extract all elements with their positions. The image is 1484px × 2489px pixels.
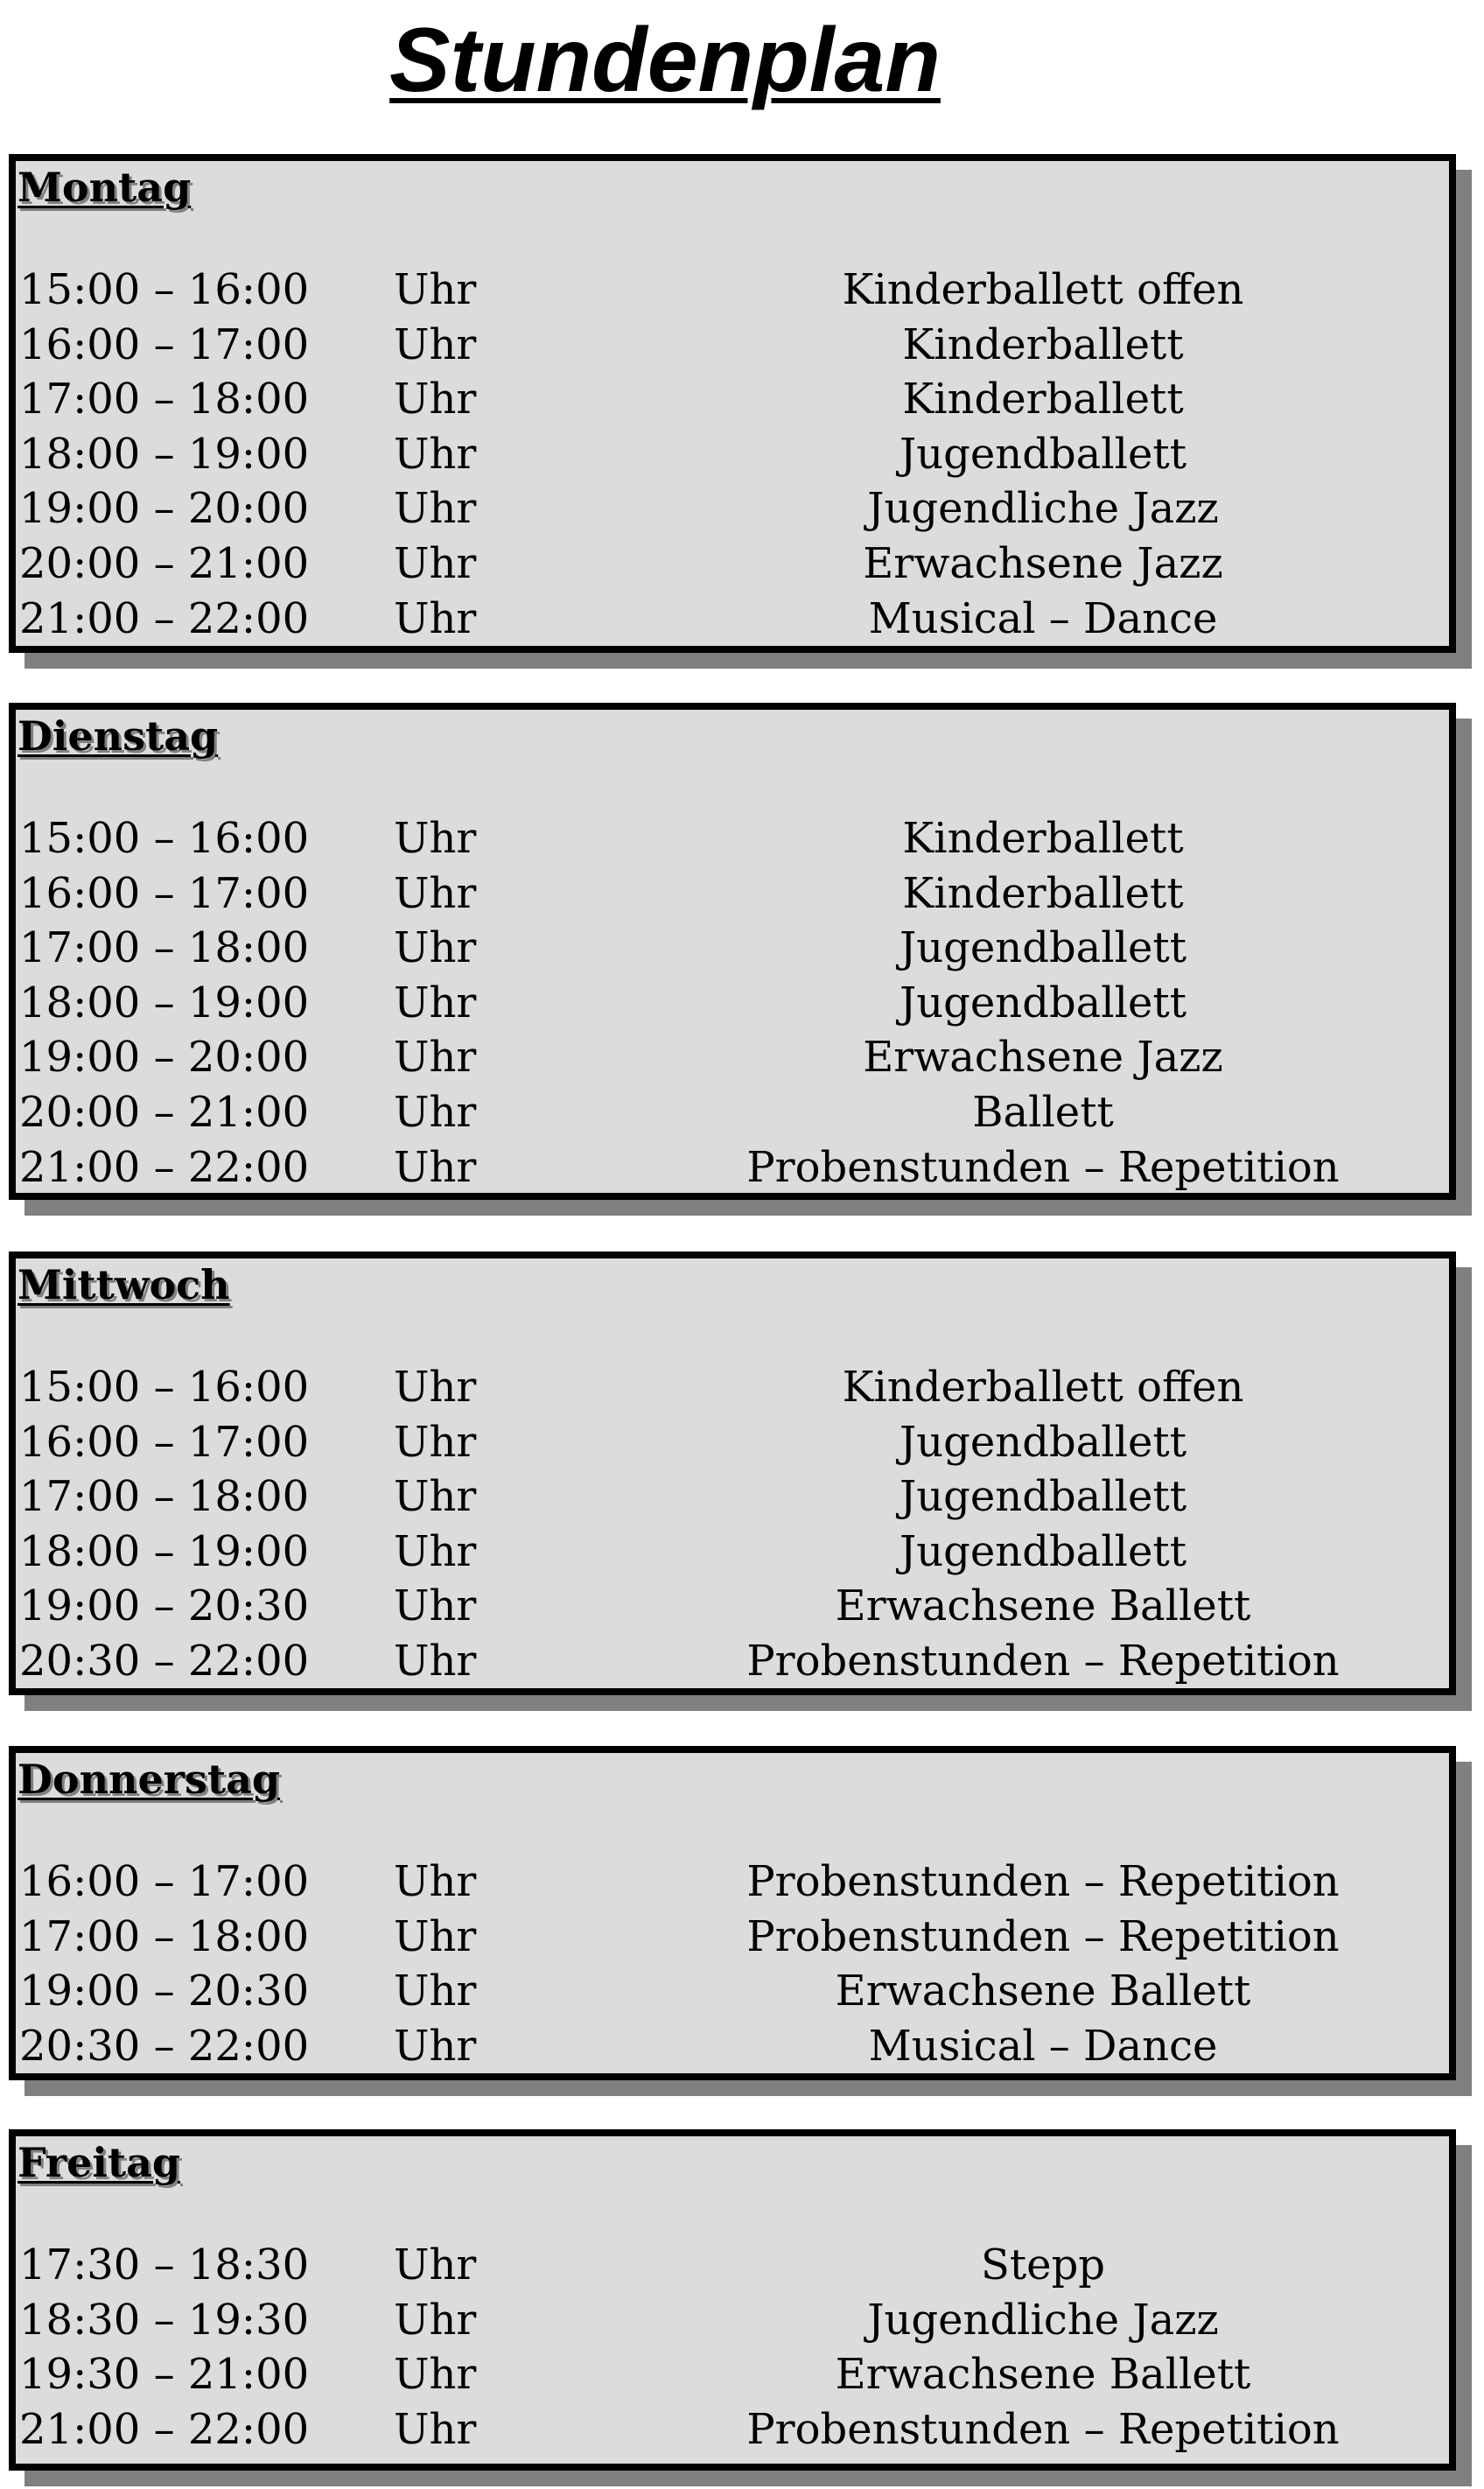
time-unit: Uhr — [394, 1967, 477, 2016]
course-name: Jugendliche Jazz — [867, 484, 1219, 534]
course-name: Jugendliche Jazz — [867, 2295, 1219, 2345]
course-name: Musical – Dance — [868, 2021, 1218, 2071]
day-box — [9, 154, 1456, 653]
schedule-row — [16, 2347, 1449, 2401]
course-name: Ballett — [972, 1088, 1114, 1137]
time-range: 20:30 – 22:00 — [19, 1637, 310, 1686]
time-range: 16:00 – 17:00 — [19, 868, 310, 918]
schedule-row — [16, 1910, 1449, 1964]
time-range: 18:30 – 19:30 — [19, 2295, 310, 2345]
time-range: 20:30 – 22:00 — [19, 2021, 310, 2071]
schedule-row — [16, 866, 1449, 921]
time-unit: Uhr — [394, 978, 477, 1027]
schedule-row — [16, 1634, 1449, 1688]
day-section-montag — [9, 154, 1456, 653]
time-unit: Uhr — [394, 484, 477, 534]
schedule-row — [16, 2019, 1449, 2073]
day-heading: Mittwoch — [18, 1261, 230, 1308]
time-unit: Uhr — [394, 593, 477, 643]
time-unit: Uhr — [394, 2295, 477, 2345]
time-range: 16:00 – 17:00 — [19, 1857, 310, 1906]
time-range: 18:00 – 19:00 — [19, 978, 310, 1027]
time-range: 18:00 – 19:00 — [19, 429, 310, 479]
course-name: Kinderballett offen — [842, 1363, 1244, 1412]
time-unit: Uhr — [394, 868, 477, 918]
course-name: Probenstunden – Repetition — [746, 1637, 1340, 1686]
time-range: 20:00 – 21:00 — [19, 539, 310, 588]
schedule-row — [16, 372, 1449, 426]
time-unit: Uhr — [394, 1472, 477, 1522]
time-range: 21:00 – 22:00 — [19, 2404, 310, 2454]
time-unit: Uhr — [394, 1417, 477, 1467]
time-range: 15:00 – 16:00 — [19, 814, 310, 863]
time-unit: Uhr — [394, 1857, 477, 1906]
schedule-row — [16, 263, 1449, 317]
day-box — [9, 1252, 1456, 1695]
time-range: 17:00 – 18:00 — [19, 1472, 310, 1522]
time-range: 15:00 – 16:00 — [19, 1363, 310, 1412]
day-heading: Freitag — [18, 2139, 181, 2186]
course-name: Erwachsene Ballett — [835, 2350, 1251, 2400]
time-range: 19:30 – 21:00 — [19, 2350, 310, 2400]
schedule-row — [16, 1579, 1449, 1633]
time-unit: Uhr — [394, 923, 477, 973]
course-name: Jugendballett — [900, 1417, 1186, 1467]
course-name: Kinderballett — [902, 814, 1184, 863]
schedule-row — [16, 536, 1449, 591]
course-name: Probenstunden – Repetition — [746, 1911, 1340, 1961]
time-unit: Uhr — [394, 539, 477, 588]
time-range: 18:00 – 19:00 — [19, 1526, 310, 1576]
schedule-row — [16, 1140, 1449, 1195]
day-section-donnerstag — [9, 1746, 1456, 2080]
schedule-row — [16, 921, 1449, 975]
time-unit: Uhr — [394, 1911, 477, 1961]
time-unit: Uhr — [394, 1363, 477, 1412]
schedule-row — [16, 1854, 1449, 1909]
time-unit: Uhr — [394, 265, 477, 314]
time-unit: Uhr — [394, 1033, 477, 1083]
time-range: 17:00 – 18:00 — [19, 923, 310, 973]
schedule-row — [16, 1964, 1449, 2018]
time-range: 19:00 – 20:30 — [19, 1967, 310, 2016]
time-unit: Uhr — [394, 1088, 477, 1137]
course-name: Kinderballett offen — [842, 265, 1244, 314]
day-section-mittwoch — [9, 1252, 1456, 1695]
schedule-row — [16, 481, 1449, 536]
day-heading: Donnerstag — [18, 1756, 281, 1803]
course-name: Probenstunden – Repetition — [746, 1142, 1340, 1192]
course-name: Probenstunden – Repetition — [746, 1857, 1340, 1906]
schedule-row — [16, 811, 1449, 866]
time-unit: Uhr — [394, 2240, 477, 2289]
day-heading: Montag — [18, 164, 192, 211]
course-name: Probenstunden – Repetition — [746, 2404, 1340, 2454]
time-range: 19:00 – 20:00 — [19, 484, 310, 534]
course-name: Kinderballett — [902, 375, 1184, 424]
time-range: 16:00 – 17:00 — [19, 1417, 310, 1467]
time-range: 21:00 – 22:00 — [19, 593, 310, 643]
schedule-row — [16, 1030, 1449, 1084]
course-name: Erwachsene Ballett — [835, 1581, 1251, 1631]
day-box — [9, 703, 1456, 1200]
schedule-row — [16, 318, 1449, 372]
course-name: Erwachsene Ballett — [835, 1967, 1251, 2016]
time-unit: Uhr — [394, 1526, 477, 1576]
course-name: Kinderballett — [902, 319, 1184, 369]
time-range: 19:00 – 20:30 — [19, 1581, 310, 1631]
time-unit: Uhr — [394, 2404, 477, 2454]
time-range: 16:00 – 17:00 — [19, 319, 310, 369]
time-unit: Uhr — [394, 1142, 477, 1192]
time-unit: Uhr — [394, 1637, 477, 1686]
schedule-row — [16, 976, 1449, 1030]
course-name: Jugendballett — [900, 1526, 1186, 1576]
course-name: Jugendballett — [900, 923, 1186, 973]
course-name: Jugendballett — [900, 429, 1186, 479]
schedule-row — [16, 2402, 1449, 2457]
page-title: Stundenplan — [389, 10, 941, 111]
course-name: Kinderballett — [902, 868, 1184, 918]
time-range: 19:00 – 20:00 — [19, 1033, 310, 1083]
schedule-row — [16, 1360, 1449, 1414]
day-box — [9, 1746, 1456, 2080]
course-name: Erwachsene Jazz — [863, 1033, 1223, 1083]
time-range: 17:00 – 18:00 — [19, 1911, 310, 1961]
course-name: Erwachsene Jazz — [863, 539, 1223, 588]
schedule-row — [16, 1415, 1449, 1469]
time-range: 21:00 – 22:00 — [19, 1142, 310, 1192]
time-unit: Uhr — [394, 1581, 477, 1631]
time-unit: Uhr — [394, 2021, 477, 2071]
time-range: 17:00 – 18:00 — [19, 375, 310, 424]
day-box — [9, 2129, 1456, 2471]
schedule-row — [16, 2293, 1449, 2347]
time-range: 15:00 – 16:00 — [19, 265, 310, 314]
course-name: Jugendballett — [900, 1472, 1186, 1522]
day-heading: Dienstag — [18, 712, 219, 760]
time-unit: Uhr — [394, 814, 477, 863]
time-unit: Uhr — [394, 375, 477, 424]
time-unit: Uhr — [394, 429, 477, 479]
course-name: Musical – Dance — [868, 593, 1218, 643]
schedule-row — [16, 2238, 1449, 2292]
schedule-row — [16, 592, 1449, 646]
schedule-row — [16, 1469, 1449, 1524]
schedule-row — [16, 1525, 1449, 1579]
time-unit: Uhr — [394, 2350, 477, 2400]
schedule-row — [16, 1085, 1449, 1139]
course-name: Jugendballett — [900, 978, 1186, 1027]
time-range: 17:30 – 18:30 — [19, 2240, 310, 2289]
day-section-freitag — [9, 2129, 1456, 2471]
schedule-row — [16, 427, 1449, 481]
day-section-dienstag — [9, 703, 1456, 1200]
time-range: 20:00 – 21:00 — [19, 1088, 310, 1137]
course-name: Stepp — [980, 2240, 1106, 2289]
time-unit: Uhr — [394, 319, 477, 369]
